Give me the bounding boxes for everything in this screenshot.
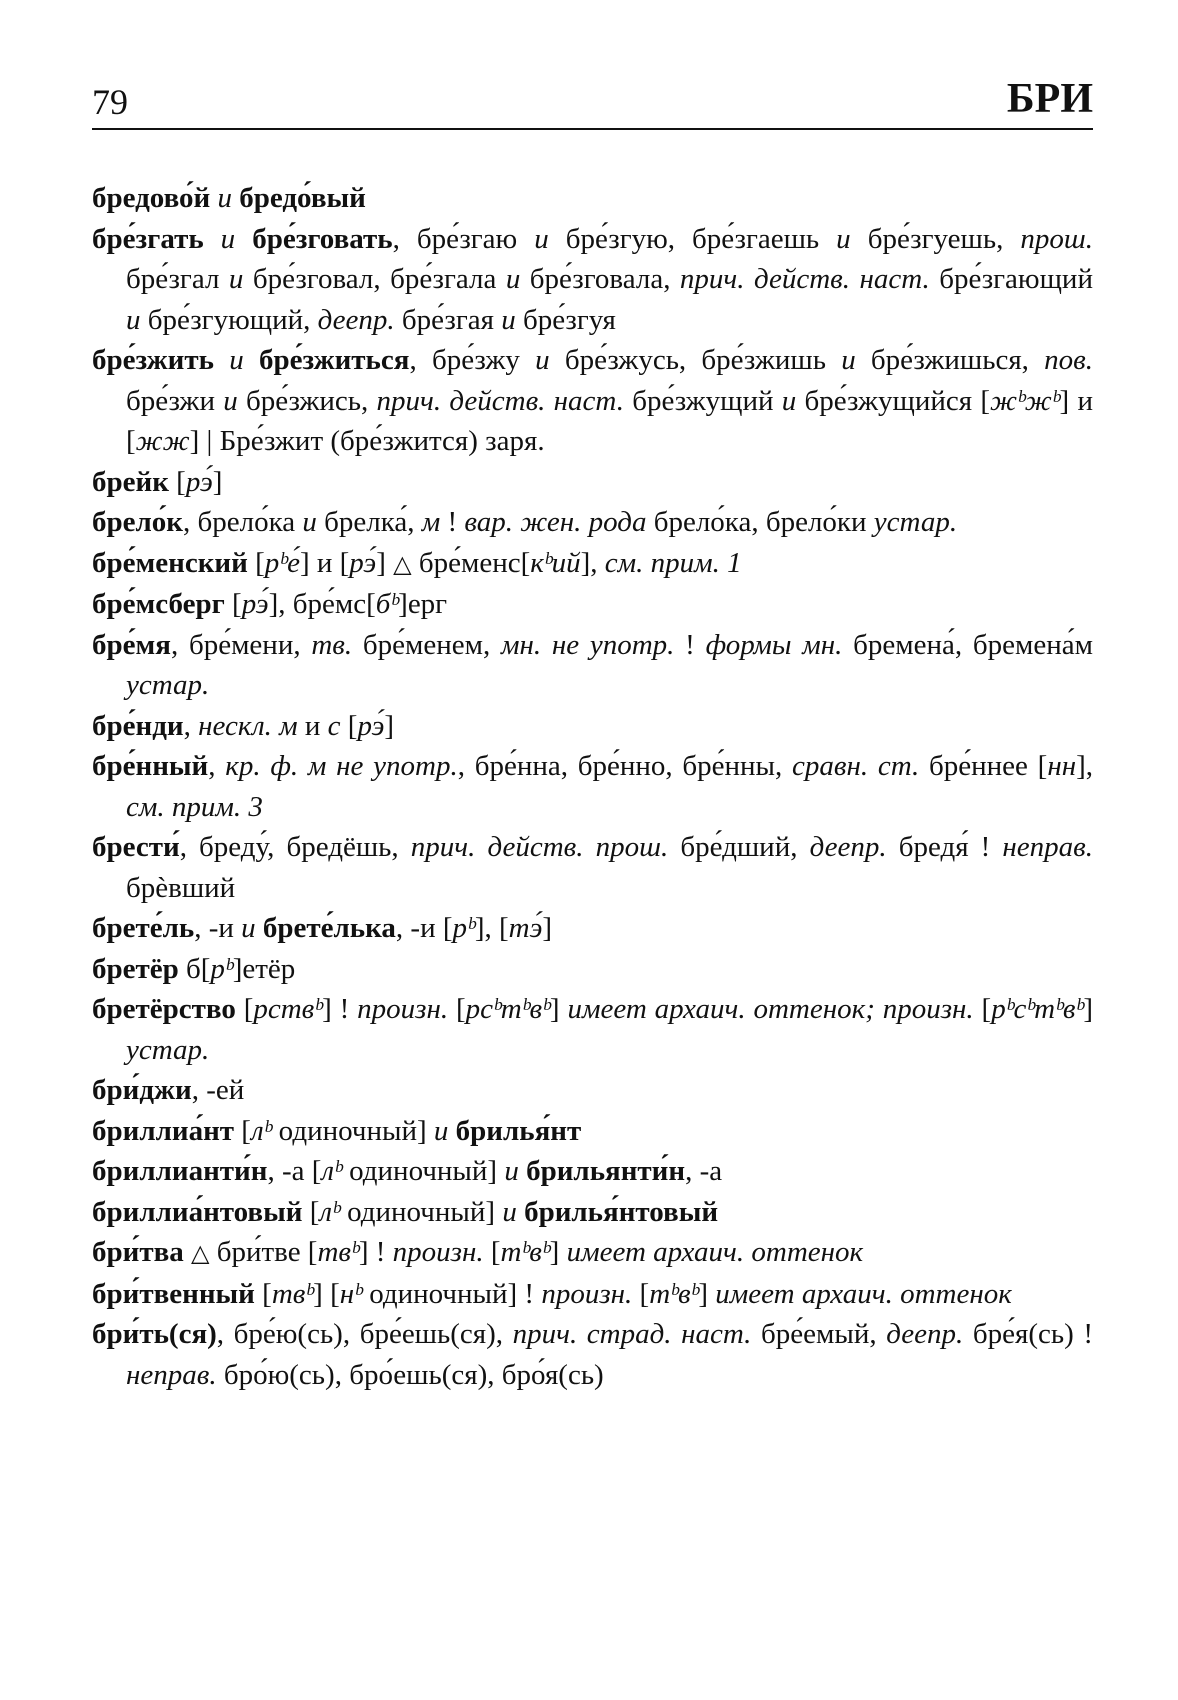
grammar-note: пов. xyxy=(1044,344,1093,376)
grammar-note: жᵇжᵇ xyxy=(989,384,1060,417)
triangle-mark: △ xyxy=(191,1239,210,1267)
grammar-note: деепр. xyxy=(886,1318,964,1350)
grammar-note: тэ́ xyxy=(508,912,543,944)
grammar-note: рэ́ xyxy=(241,588,269,620)
grammar-note: прич. действ. прош. xyxy=(410,831,669,863)
grammar-note: нн xyxy=(1047,750,1077,782)
headword: бре́зжиться xyxy=(258,344,410,376)
entry-text: [ xyxy=(340,709,358,742)
entry-text: брелка́, xyxy=(316,506,422,538)
dictionary-entry xyxy=(92,1111,1093,1152)
entry-text: ] и [ xyxy=(299,546,350,579)
grammar-note: произн. xyxy=(541,1277,633,1310)
dictionary-entry xyxy=(92,1232,1093,1274)
grammar-note: рэ́ xyxy=(349,546,377,579)
entry-text: ], xyxy=(580,546,605,579)
headword: бри́джи xyxy=(92,1074,192,1106)
entry-text: [ xyxy=(247,546,265,579)
grammar-note: твᵇ xyxy=(271,1277,314,1310)
headword: бриллиа́нтовый xyxy=(92,1195,303,1228)
entry-text: бре́ннее [ xyxy=(919,750,1048,782)
grammar-note: тᵇвᵇ xyxy=(500,1236,550,1268)
grammar-note: лᵇ xyxy=(321,1155,342,1187)
grammar-note: имеет архаич. оттенок; произн. xyxy=(567,993,974,1025)
grammar-note: рᵇсᵇтᵇвᵇ xyxy=(991,993,1084,1025)
entry-text: , бре́мени, xyxy=(170,628,312,661)
entry-text: бре́згающий xyxy=(929,263,1093,295)
dictionary-entry xyxy=(92,706,1093,747)
grammar-note: деепр. xyxy=(317,303,395,336)
grammar-note: и xyxy=(203,222,253,255)
grammar-note: устар. xyxy=(126,1033,210,1066)
entry-text: [ xyxy=(235,993,254,1025)
grammar-note: мн. не употр. xyxy=(500,628,675,661)
grammar-note: жж xyxy=(135,425,190,457)
entry-text: бро́ю(сь), бро́ешь(ся), бро́я(сь) xyxy=(216,1358,604,1391)
headword: бри́твенный xyxy=(92,1277,255,1310)
grammar-note: и xyxy=(836,222,851,255)
grammar-note: и xyxy=(213,344,259,376)
entry-text: [ xyxy=(973,993,992,1025)
entry-text: ] и [ xyxy=(126,384,1093,457)
grammar-note: с xyxy=(327,709,341,742)
grammar-note: и xyxy=(210,182,240,214)
entry-text: ] xyxy=(542,912,553,944)
entry-text: , xyxy=(183,709,199,742)
dictionary-entry xyxy=(92,462,1093,503)
entry-text: ] xyxy=(698,1277,716,1310)
grammar-note: сравн. ст. xyxy=(792,750,920,782)
grammar-note: рᵇ xyxy=(210,952,233,985)
headword: бри́тва xyxy=(92,1236,184,1268)
dictionary-entry xyxy=(92,625,1093,706)
grammar-note: кᵇий xyxy=(530,546,581,579)
entry-text: бре́згая xyxy=(394,303,502,336)
grammar-note: и xyxy=(781,384,797,417)
entry-text: , бре́зжу xyxy=(409,344,536,376)
dictionary-entry xyxy=(92,949,1093,990)
entry-text: бредя́ ! xyxy=(886,831,1003,863)
entry-text: [ xyxy=(483,1236,501,1268)
entry-text: ], [ xyxy=(474,912,509,944)
entry-text: , брело́ка xyxy=(182,506,303,538)
headword: брильянти́н xyxy=(526,1155,686,1187)
grammar-note: и xyxy=(126,303,141,336)
entry-text: б[ xyxy=(178,952,211,985)
entry-text: , бре́згаю xyxy=(392,222,535,255)
entry-text: брело́ка, брело́ки xyxy=(646,506,874,538)
grammar-note: прич. страд. наст. xyxy=(512,1318,752,1350)
grammar-note: устар. xyxy=(873,506,958,538)
dictionary-entry xyxy=(92,340,1093,462)
grammar-note: см. прим. 1 xyxy=(604,546,742,579)
grammar-note: произн. xyxy=(392,1236,484,1268)
entry-text: , -а xyxy=(685,1155,723,1187)
grammar-note: и xyxy=(302,506,317,538)
dictionary-entry xyxy=(92,1151,1093,1192)
grammar-note: рствᵇ xyxy=(253,993,323,1025)
dictionary-entry xyxy=(92,502,1093,543)
entry-text: бре́менем, xyxy=(352,628,501,661)
entry-text: , бре́нна, бре́нно, бре́нны, xyxy=(457,750,793,782)
dictionary-entry xyxy=(92,1274,1093,1315)
headword: брейк xyxy=(92,465,169,498)
headword: бретёрство xyxy=(92,993,236,1025)
page-number: 79 xyxy=(92,82,128,122)
headword: бри́ть(ся) xyxy=(92,1318,217,1350)
grammar-note: вар. жен. рода xyxy=(464,506,647,538)
headword: брести́ xyxy=(92,831,180,863)
dictionary-entry xyxy=(92,178,1093,219)
dictionary-entry xyxy=(92,908,1093,949)
entry-text: бре́зжи xyxy=(126,384,224,417)
entry-text: ] | Бре́зжит (бре́зжится) заря. xyxy=(189,425,545,457)
headword: брете́ль xyxy=(92,912,195,944)
entry-text: бре́зжусь, бре́зжишь xyxy=(549,344,842,376)
grammar-note: нескл. м xyxy=(198,709,298,742)
entry-text: [ xyxy=(302,1195,320,1228)
grammar-note: твᵇ xyxy=(317,1236,359,1268)
entry-text: и xyxy=(297,709,328,742)
headword: бриллианти́н xyxy=(92,1155,268,1187)
grammar-note: имеет архаич. оттенок xyxy=(715,1277,1012,1310)
dictionary-entry xyxy=(92,1314,1093,1395)
entry-text: [ xyxy=(632,1277,650,1310)
entry-text: ] xyxy=(1083,993,1093,1025)
entry-text: бре́згую, бре́згаешь xyxy=(548,222,837,255)
entry-text: [ xyxy=(224,588,242,620)
entry-text: бре́зжущийся [ xyxy=(796,384,990,417)
entry-text: ] ! xyxy=(322,993,358,1025)
entry-text: бре́зжись, xyxy=(237,384,377,417)
entry-text: бре́дший, xyxy=(668,831,810,863)
dictionary-entry xyxy=(92,584,1093,625)
dictionary-entry xyxy=(92,827,1093,908)
entry-text: [ xyxy=(254,1277,272,1310)
entry-text: , -ей xyxy=(191,1074,245,1106)
entry-text xyxy=(448,1115,455,1147)
grammar-note: м xyxy=(421,506,441,538)
grammar-note: деепр. xyxy=(809,831,887,863)
entry-text: ] ! xyxy=(358,1236,393,1268)
headword: брилья́нт xyxy=(455,1114,582,1147)
entry-text: [ xyxy=(448,993,466,1025)
headword: брилья́нтовый xyxy=(524,1195,719,1228)
grammar-note: и xyxy=(228,263,244,295)
dictionary-entry xyxy=(92,746,1093,827)
headword: бре́нный xyxy=(92,750,209,782)
grammar-note: кр. ф. м не употр. xyxy=(225,750,458,782)
entry-text: бре́згующий, xyxy=(140,303,318,336)
triangle-mark: △ xyxy=(393,549,412,578)
entry-text: ], xyxy=(1076,750,1094,782)
grammar-note: неправ. xyxy=(1002,831,1094,863)
entry-text: ]етёр xyxy=(232,952,296,985)
grammar-note: рсᵇтᵇвᵇ xyxy=(465,993,550,1025)
entry-text: бре́згал xyxy=(126,263,229,295)
entry-text: ! xyxy=(674,628,706,661)
entry-text: одиночный] ! xyxy=(361,1277,542,1310)
grammar-note: прош. xyxy=(1020,222,1093,255)
grammar-note: и xyxy=(534,222,549,255)
headword: бриллиа́нт xyxy=(92,1114,235,1147)
entry-text: ] xyxy=(212,465,223,498)
entry-text: , -а [ xyxy=(267,1155,322,1187)
grammar-note: бᵇ xyxy=(375,588,399,620)
entry-text xyxy=(517,1196,524,1228)
dictionary-entry xyxy=(92,543,1093,585)
entry-text xyxy=(256,912,263,944)
entry-text: ] [ xyxy=(313,1277,340,1310)
entry-text: брѐвший xyxy=(126,871,236,904)
entry-text: , -и [ xyxy=(395,912,453,944)
entry-text: бре́зговал, бре́згала xyxy=(243,263,506,295)
grammar-note: и xyxy=(535,344,550,376)
headword: бре́мсберг xyxy=(92,588,225,620)
grammar-note: и xyxy=(502,1195,517,1228)
grammar-note: и xyxy=(501,303,516,336)
entry-text: бре́зжущий xyxy=(623,384,782,417)
headword: бре́мя xyxy=(92,628,171,661)
grammar-note: лᵇ xyxy=(250,1114,272,1147)
headword: бре́зжить xyxy=(92,344,214,376)
entry-text: бри́тве [ xyxy=(209,1236,318,1268)
headword: бретёр xyxy=(92,952,179,985)
grammar-note: и xyxy=(433,1114,449,1147)
grammar-note: прич. действ. наст. xyxy=(679,263,930,295)
grammar-note: рᵇе́ xyxy=(264,546,300,579)
entry-text: бре́зговала, xyxy=(520,263,680,295)
entry-text: , -и xyxy=(194,912,242,944)
grammar-note: формы мн. xyxy=(705,628,843,661)
entry-text: бре́згуя xyxy=(515,303,616,336)
entry-text: [ xyxy=(168,465,186,498)
grammar-note: и xyxy=(505,263,521,295)
entry-text: , бре́ю(сь), бре́ешь(ся), xyxy=(216,1318,513,1350)
entry-text xyxy=(184,1236,191,1268)
entry-text: ] xyxy=(549,1236,567,1268)
grammar-note: прич. действ. наст. xyxy=(376,384,624,417)
headword: бре́менский xyxy=(92,546,248,579)
grammar-note: тᵇвᵇ xyxy=(649,1277,699,1310)
entry-text: одиночный] xyxy=(271,1114,434,1147)
entry-text: бремена́, бремена́м xyxy=(842,628,1093,661)
entry-text: ] xyxy=(384,709,395,742)
grammar-note: см. прим. 3 xyxy=(126,790,263,823)
headword: бре́нди xyxy=(92,709,184,742)
running-head: БРИ xyxy=(1006,76,1093,122)
entry-text: одиночный] xyxy=(339,1195,503,1228)
grammar-note: и xyxy=(504,1155,519,1187)
grammar-note: нᵇ xyxy=(339,1277,362,1310)
grammar-note: тв. xyxy=(311,628,353,661)
dictionary-page xyxy=(92,78,1093,1395)
grammar-note: рᵇ xyxy=(452,912,475,944)
grammar-note: и xyxy=(841,344,856,376)
entry-text: ] xyxy=(376,546,394,579)
dictionary-entry xyxy=(92,989,1093,1070)
grammar-note: и xyxy=(223,384,238,417)
headword: бредово́й xyxy=(92,182,211,214)
dictionary-entries xyxy=(92,178,1093,1395)
entry-text: бре́я(сь) ! xyxy=(963,1318,1093,1350)
grammar-note: неправ. xyxy=(126,1358,217,1391)
grammar-note: имеет архаич. оттенок xyxy=(566,1236,864,1268)
entry-text: , бреду́, бредёшь, xyxy=(179,831,411,863)
entry-text: бре́зжишься, xyxy=(855,344,1045,376)
grammar-note: лᵇ xyxy=(319,1195,340,1228)
entry-text: бре́згуешь, xyxy=(850,222,1021,255)
headword: бредо́вый xyxy=(239,182,366,214)
page-header xyxy=(92,78,1093,130)
grammar-note: рэ́ xyxy=(185,465,213,498)
entry-text: , xyxy=(208,750,226,782)
entry-text: ] xyxy=(549,993,568,1025)
grammar-note: устар. xyxy=(126,669,210,701)
headword: бре́згать xyxy=(92,222,204,255)
entry-text: бре́емый, xyxy=(751,1318,887,1350)
entry-text: [ xyxy=(234,1114,251,1147)
headword: бре́зговать xyxy=(252,222,393,255)
headword: брело́к xyxy=(92,506,183,538)
grammar-note: рэ́ xyxy=(357,709,385,742)
headword: брете́лька xyxy=(262,912,396,944)
entry-text: ], бре́мс[ xyxy=(268,588,376,620)
grammar-note: и xyxy=(241,912,256,944)
entry-text xyxy=(519,1155,526,1187)
dictionary-entry xyxy=(92,1192,1093,1233)
entry-text: ]ерг xyxy=(398,588,448,620)
entry-text: одиночный] xyxy=(341,1155,505,1187)
entry-text: бре́менс[ xyxy=(411,546,531,579)
dictionary-entry xyxy=(92,219,1093,341)
dictionary-entry xyxy=(92,1070,1093,1111)
entry-text: ! xyxy=(440,506,465,538)
grammar-note: произн. xyxy=(357,993,449,1025)
